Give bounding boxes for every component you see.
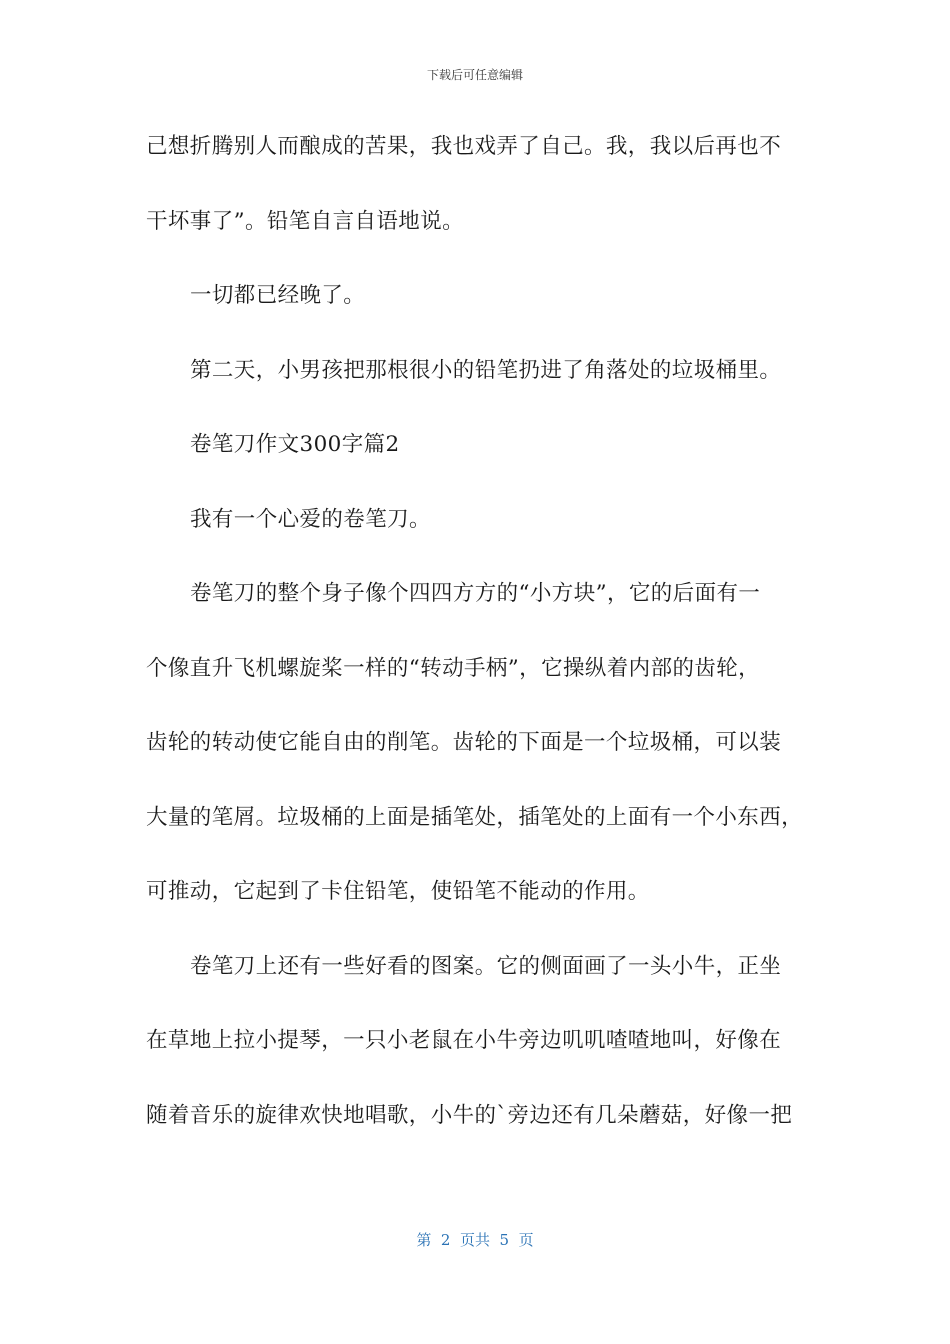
text-line: 随着音乐的旋律欢快地唱歌，小牛的`旁边还有几朵蘑菇，好像一把 <box>146 1102 793 1128</box>
paragraph-line: 卷笔刀的整个身子像个四四方方的“小方块”，它的后面有一 <box>190 581 761 606</box>
text-line: 干坏事了”。铅笔自言自语地说。 <box>146 208 464 234</box>
text-line: 可推动，它起到了卡住铅笔，使铅笔不能动的作用。 <box>146 879 650 904</box>
paragraph-line: 卷笔刀上还有一些好看的图案。它的侧面画了一头小牛，正坐 <box>190 953 782 979</box>
section-heading: 卷笔刀作文300字篇2 <box>190 432 400 457</box>
text-line: 大量的笔屑。垃圾桶的上面是插笔处，插笔处的上面有一个小东西， <box>146 804 804 830</box>
paragraph-line: 我有一个心爱的卷笔刀。 <box>190 506 431 532</box>
text-line: 齿轮的转动使它能自由的削笔。齿轮的下面是一个垃圾桶，可以装 <box>146 730 782 755</box>
paragraph-line: 第二天，小男孩把那根很小的铅笔扔进了角落处的垃圾桶里。 <box>190 357 782 383</box>
text-line: 己想折腾别人而酿成的苦果，我也戏弄了自己。我，我以后再也不 <box>146 134 782 159</box>
paragraph-line: 一切都已经晚了。 <box>190 283 366 308</box>
page-header: 下载后可任意编辑 <box>426 68 523 82</box>
page-number-footer: 第 2 页共 5 页 <box>416 1231 534 1249</box>
document-body <box>146 124 806 1167</box>
text-line: 个像直升飞机螺旋桨一样的“转动手柄”，它操纵着内部的齿轮， <box>146 655 761 681</box>
text-line: 在草地上拉小提琴，一只小老鼠在小牛旁边叽叽喳喳地叫，好像在 <box>146 1028 782 1053</box>
